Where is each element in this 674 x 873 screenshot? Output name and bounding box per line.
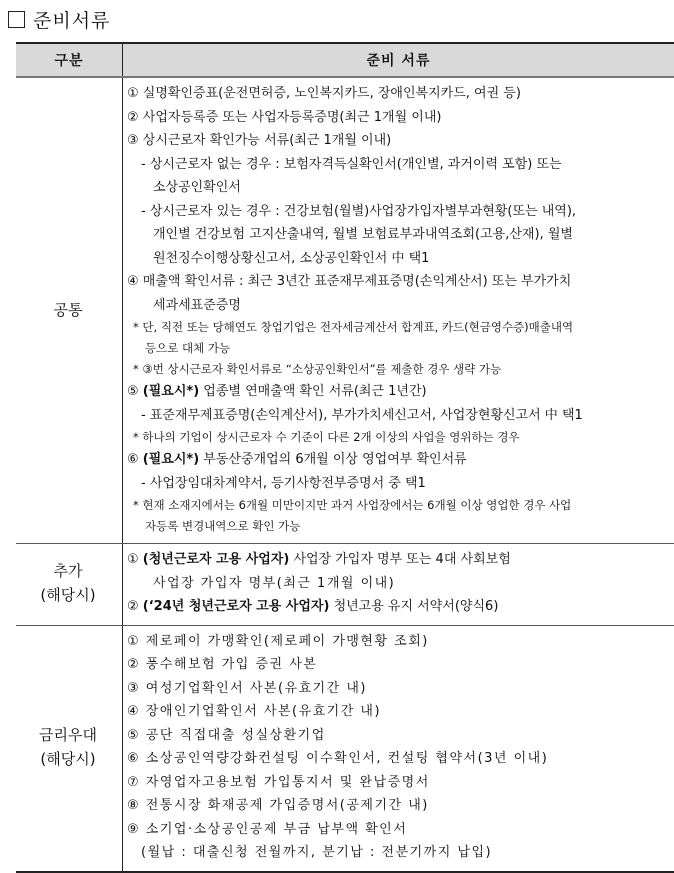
document-line: ③ 상시근로자 확인가능 서류(최근 1개월 이내) <box>127 129 668 153</box>
documents-cell <box>123 625 674 872</box>
document-line: ④ 매출액 확인서류 : 최근 3년간 표준재무제표증명(손익계산서) 또는 부가가치 <box>127 270 668 294</box>
document-line: 개인별 건강보험 고지산출내역, 월별 보험료부과내역조회(고용,산재), 월별 <box>127 223 668 247</box>
emphasis-label: (필요시*) <box>143 452 199 467</box>
document-line: - 상시근로자 없는 경우 : 보험자격득실확인서(개인별, 과거이력 포함) 또는 <box>127 153 668 177</box>
document-line: ⑥ 소상공인역량강화컨설팅 이수확인서, 컨설팅 협약서(3년 이내) <box>127 747 668 771</box>
document-line: ① 제로페이 가맹확인(제로페이 가맹현황 조회) <box>127 630 668 654</box>
document-line: - 상시근로자 있는 경우 : 건강보험(월별)사업장가입자별부과현황(또는 내역), <box>127 200 668 224</box>
item-number: ① <box>127 552 139 567</box>
document-line: ⑧ 전통시장 화재공제 가입증명서(공제기간 내) <box>127 794 668 818</box>
document-line: ② 풍수해보험 가입 증권 사본 <box>127 653 668 677</box>
category-label: 공통 <box>20 298 116 322</box>
checkbox-square-icon <box>8 11 25 28</box>
document-line <box>127 380 668 404</box>
document-line: 등으로 대체 가능 <box>127 338 668 359</box>
document-line: ① 실명확인증표(운전면허증, 노인복지카드, 장애인복지카드, 여권 등) <box>127 82 668 106</box>
documents-table <box>16 42 674 873</box>
category-cell <box>16 544 123 626</box>
document-line: ⑤ 공단 직접대출 성실상환기업 <box>127 724 668 748</box>
document-line <box>127 595 668 619</box>
document-line: (월납 : 대출신청 전월까지, 분기납 : 전분기까지 납입) <box>127 841 668 865</box>
item-number: ② <box>127 599 139 614</box>
document-line: ⑨ 소기업·소상공인공제 부금 납부액 확인서 <box>127 818 668 842</box>
item-text: 청년고용 유지 서약서(양식6) <box>329 599 498 614</box>
document-line <box>127 548 668 572</box>
category-label: 추가 <box>20 559 116 583</box>
document-line: ⑦ 자영업자고용보험 가입통지서 및 완납증명서 <box>127 771 668 795</box>
document-line: * 현재 소재지에서는 6개월 미만이지만 과거 사업장에서는 6개월 이상 영업한 경우 사업 <box>127 495 668 516</box>
table-row <box>16 544 674 626</box>
item-number: ⑥ <box>127 452 139 467</box>
document-line: 소상공인확인서 <box>127 176 668 200</box>
item-text: 부동산중개업의 6개월 이상 영업여부 확인서류 <box>199 452 467 467</box>
item-number: ⑤ <box>127 384 139 399</box>
header-documents: 준비 서류 <box>123 43 674 77</box>
document-line: * 단, 직전 또는 당해연도 창업기업은 전자세금계산서 합계표, 카드(현금영수증)매출내역 <box>127 317 668 338</box>
document-line: 세과세표준증명 <box>127 294 668 318</box>
category-sublabel: (해당시) <box>20 583 116 607</box>
document-line: 원천징수이행상황신고서, 소상공인확인서 中 택1 <box>127 247 668 271</box>
document-line: * ③번 상시근로자 확인서류로 “소상공인확인서”를 제출한 경우 생략 가능 <box>127 359 668 380</box>
document-line: - 표준재무제표증명(손익계산서), 부가가치세신고서, 사업장현황신고서 中 택1 <box>127 404 668 428</box>
table-header-row <box>16 43 674 77</box>
item-text: 업종별 연매출액 확인 서류(최근 1년간) <box>199 384 426 399</box>
document-line: ② 사업자등록증 또는 사업자등록증명(최근 1개월 이내) <box>127 106 668 130</box>
document-line: ④ 장애인기업확인서 사본(유효기간 내) <box>127 700 668 724</box>
document-line: - 사업장임대차계약서, 등기사항전부증명서 중 택1 <box>127 472 668 496</box>
table-row <box>16 77 674 544</box>
emphasis-label: (‘24년 청년근로자 고용 사업자) <box>143 599 330 614</box>
document-line: 자등록 변경내역으로 확인 가능 <box>127 516 668 537</box>
category-label: 금리우대 <box>20 723 116 747</box>
category-cell <box>16 625 123 872</box>
document-line: 사업장 가입자 명부(최근 1개월 이내) <box>127 572 668 596</box>
table-row <box>16 625 674 872</box>
item-text: 사업장 가입자 명부 또는 4대 사회보험 <box>289 552 510 567</box>
category-cell <box>16 77 123 544</box>
document-line: * 하나의 기업이 상시근로자 수 기준이 다른 2개 이상의 사업을 영위하는 경우 <box>127 427 668 448</box>
section-title-text: 준비서류 <box>33 6 110 33</box>
category-sublabel: (해당시) <box>20 747 116 771</box>
section-title <box>8 6 110 33</box>
documents-cell <box>123 544 674 626</box>
emphasis-label: (청년근로자 고용 사업자) <box>143 552 290 567</box>
header-category: 구분 <box>16 43 123 77</box>
document-line: ③ 여성기업확인서 사본(유효기간 내) <box>127 677 668 701</box>
document-line <box>127 448 668 472</box>
emphasis-label: (필요시*) <box>143 384 199 399</box>
documents-cell <box>123 77 674 544</box>
